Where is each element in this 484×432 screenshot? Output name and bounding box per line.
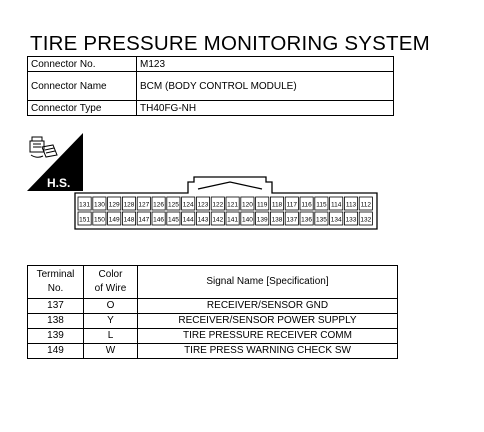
pin-number: 127: [138, 201, 150, 209]
pin-number: 122: [212, 201, 224, 209]
pin-number: 150: [93, 216, 105, 224]
color-header-line2: of Wire: [94, 283, 127, 294]
pin-number: 123: [197, 201, 209, 209]
table-row: [28, 329, 398, 344]
terminal-cell: 137: [28, 299, 84, 314]
table-row: [28, 344, 398, 359]
pin-number: 142: [212, 216, 224, 224]
pin-number: 139: [256, 216, 268, 224]
pin-number: 133: [345, 216, 357, 224]
pin-number: 129: [108, 201, 120, 209]
signal-table-header: [28, 266, 398, 299]
pin-number: 118: [271, 201, 283, 209]
color-cell: Y: [84, 314, 138, 329]
terminal-cell: 139: [28, 329, 84, 344]
connector-type-label: Connector Type: [28, 101, 137, 116]
harness-side-label: H.S.: [47, 176, 71, 190]
pin-number: 120: [241, 201, 253, 209]
signal-cell: TIRE PRESS WARNING CHECK SW: [138, 344, 398, 359]
connector-type-value: TH40FG-NH: [137, 101, 394, 116]
pin-number: 147: [138, 216, 150, 224]
signal-cell: RECEIVER/SENSOR POWER SUPPLY: [138, 314, 398, 329]
pin-number: 121: [227, 201, 239, 209]
color-cell: L: [84, 329, 138, 344]
pin-number: 135: [315, 216, 327, 224]
pin-number: 128: [123, 201, 135, 209]
signal-cell: TIRE PRESSURE RECEIVER COMM: [138, 329, 398, 344]
pin-number: 130: [93, 201, 105, 209]
pin-number: 143: [197, 216, 209, 224]
pin-number: 125: [167, 201, 179, 209]
pin-number: 137: [286, 216, 298, 224]
connector-name-row: [28, 72, 394, 101]
color-header-line1: Color: [98, 269, 123, 280]
pin-number: 138: [271, 216, 283, 224]
connector-name-label: Connector Name: [28, 72, 137, 101]
pin-number: 132: [360, 216, 372, 224]
terminal-cell: 138: [28, 314, 84, 329]
pin-number: 136: [301, 216, 313, 224]
pin-number: 114: [331, 201, 342, 209]
pin-number: 117: [286, 201, 297, 209]
pin-number: 145: [167, 216, 179, 224]
pin-number: 112: [360, 201, 371, 209]
terminal-header-line1: Terminal: [36, 269, 75, 280]
table-row: [28, 299, 398, 314]
color-cell: W: [84, 344, 138, 359]
connector-face-diagram: [70, 175, 382, 231]
pin-number: 124: [182, 201, 194, 209]
table-row: [28, 314, 398, 329]
connector-no-value: M123: [137, 57, 394, 72]
pin-number: 149: [108, 216, 120, 224]
connector-no-row: [28, 57, 394, 72]
connector-no-label: Connector No.: [28, 57, 137, 72]
connector-type-row: [28, 101, 394, 116]
pin-number: 131: [79, 201, 91, 209]
terminal-header: [28, 266, 84, 299]
terminal-cell: 149: [28, 344, 84, 359]
signal-header: Signal Name [Specification]: [138, 266, 398, 299]
pin-number: 116: [301, 201, 312, 209]
terminal-header-line2: No.: [47, 283, 64, 294]
connector-name-value: BCM (BODY CONTROL MODULE): [137, 72, 394, 101]
signal-table: [27, 265, 398, 359]
pin-number: 151: [79, 216, 91, 224]
pin-number: 115: [316, 201, 327, 209]
pin-number: 144: [182, 216, 194, 224]
pin-number: 140: [241, 216, 253, 224]
connector-info-table: [27, 56, 394, 116]
pin-number: 146: [153, 216, 165, 224]
signal-cell: RECEIVER/SENSOR GND: [138, 299, 398, 314]
pin-number: 113: [345, 201, 357, 209]
color-header: [84, 266, 138, 299]
color-cell: O: [84, 299, 138, 314]
pin-number: 141: [227, 216, 239, 224]
pin-number: 148: [123, 216, 135, 224]
pin-number: 134: [330, 216, 342, 224]
page-title: TIRE PRESSURE MONITORING SYSTEM: [30, 32, 430, 55]
pin-number: 119: [257, 201, 268, 209]
pin-number: 126: [153, 201, 165, 209]
